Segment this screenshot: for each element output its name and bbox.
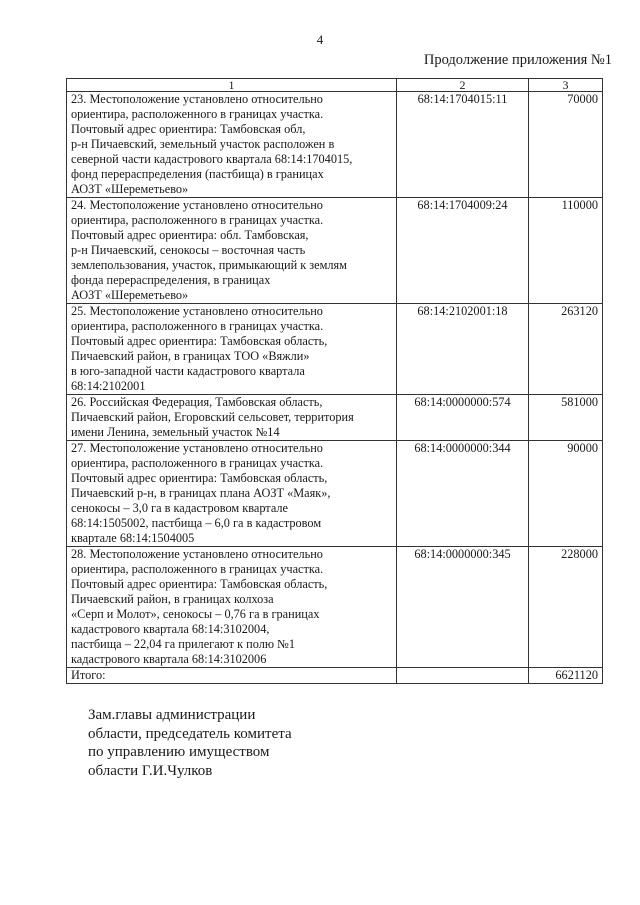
cadastral-number: 68:14:0000000:574 bbox=[397, 395, 529, 441]
plot-description: 26. Российская Федерация, Тамбовская область, Пичаевский район, Егоровский сельсовет, территория имени Ленина, земельный участок №14 bbox=[67, 395, 397, 441]
table-row bbox=[67, 441, 603, 547]
table-header-row bbox=[67, 79, 603, 92]
table-row bbox=[67, 92, 603, 198]
column-header-1: 1 bbox=[67, 79, 397, 92]
plot-description: 24. Местоположение установлено относительно ориентира, расположенного в границах участка. Почтовый адрес ориентира: обл. Тамбовская, р-н Пичаевский, сенокосы – восточная часть землепользования, участок, примыкающий к землям фонда перераспределения, в границах АОЗТ «Шереметьево» bbox=[67, 198, 397, 304]
plot-description: 25. Местоположение установлено относительно ориентира, расположенного в границах участка. Почтовый адрес ориентира: Тамбовская область, Пичаевский район, в границах ТОО «Вяжли» в юго-западной части кадастрового квартала 68:14:2102001 bbox=[67, 304, 397, 395]
cadastral-number: 68:14:1704009:24 bbox=[397, 198, 529, 304]
plot-description: 27. Местоположение установлено относительно ориентира, расположенного в границах участка. Почтовый адрес ориентира: Тамбовская область, Пичаевский р-н, в границах плана АОЗТ «Маяк», сенокосы – 3,0 га в кадастровом квартале 68:14:1505002, пастбища – 6,0 га в кадастровом квартале 68:14:1504005 bbox=[67, 441, 397, 547]
plot-description: 28. Местоположение установлено относительно ориентира, расположенного в границах участка. Почтовый адрес ориентира: Тамбовская область, Пичаевский район, в границах колхоза «Серп и Молот», сенокосы – 0,76 га в границах кадастрового квартала 68:14:3102004, пастбища – 22,04 га прилегают к полю №1 кадастрового квартала 68:14:3102006 bbox=[67, 547, 397, 668]
column-header-3: 3 bbox=[529, 79, 603, 92]
cadastral-number: 68:14:2102001:18 bbox=[397, 304, 529, 395]
page-number: 4 bbox=[316, 32, 324, 47]
total-row bbox=[67, 668, 603, 684]
table-row bbox=[67, 198, 603, 304]
cadastral-number: 68:14:1704015:11 bbox=[397, 92, 529, 198]
total-label: Итого: bbox=[67, 668, 397, 684]
table-row bbox=[67, 304, 603, 395]
table-row bbox=[67, 547, 603, 668]
signature-block: Зам.главы администрации области, председатель комитета по управлению имуществом области Г.И.Чулков bbox=[88, 707, 292, 779]
plot-area: 263120 bbox=[529, 304, 603, 395]
plot-description: 23. Местоположение установлено относительно ориентира, расположенного в границах участка. Почтовый адрес ориентира: Тамбовская обл, р-н Пичаевский, земельный участок расположен в северной части кадастрового квартала 68:14:1704015, фонд перераспределения (пастбища) в границах АОЗТ «Шереметьево» bbox=[67, 92, 397, 198]
cadastral-number: 68:14:0000000:345 bbox=[397, 547, 529, 668]
appendix-table bbox=[66, 78, 603, 684]
total-value: 6621120 bbox=[529, 668, 603, 684]
plot-area: 228000 bbox=[529, 547, 603, 668]
total-empty-cell bbox=[397, 668, 529, 684]
continuation-title: Продолжение приложения №1 bbox=[423, 52, 612, 68]
plot-area: 90000 bbox=[529, 441, 603, 547]
plot-area: 110000 bbox=[529, 198, 603, 304]
plot-area: 70000 bbox=[529, 92, 603, 198]
cadastral-number: 68:14:0000000:344 bbox=[397, 441, 529, 547]
plot-area: 581000 bbox=[529, 395, 603, 441]
table-row bbox=[67, 395, 603, 441]
column-header-2: 2 bbox=[397, 79, 529, 92]
